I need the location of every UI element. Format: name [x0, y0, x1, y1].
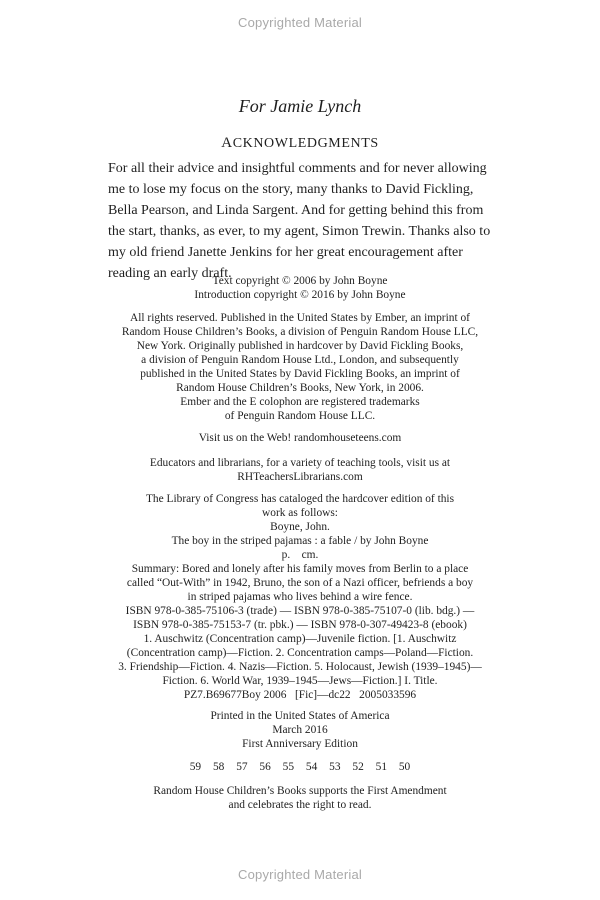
cip-line: 3. Friendship—Fiction. 4. Nazis—Fiction. 5. Holocaust, Jewish (1939–1945)—: [118, 661, 482, 673]
amendment-line: Random House Children’s Books supports the First Amendment: [153, 785, 447, 797]
cip-line: in striped pajamas who lives behind a wire fence.: [187, 591, 413, 603]
dedication: For Jamie Lynch: [238, 96, 362, 116]
copyright-block: [100, 274, 500, 302]
rights-line: Random House Children’s Books, a division of Penguin Random House LLC,: [121, 326, 479, 338]
printed-block: [100, 709, 500, 751]
printing-number-line: [100, 760, 500, 774]
cip-block: [100, 492, 500, 702]
acknowledgments-heading-initial: A: [221, 135, 233, 151]
copyright-line: Introduction copyright © 2016 by John Boyne: [194, 289, 406, 301]
cip-line: Summary: Bored and lonely after his family moves from Berlin to a place: [131, 563, 469, 575]
educators-block: [100, 456, 500, 484]
printed-line: March 2016: [272, 724, 328, 736]
amendment-block: [100, 784, 500, 812]
cip-line: work as follows:: [262, 507, 338, 519]
web-line: [100, 431, 500, 445]
cip-line: ISBN 978-0-385-75153-7 (tr. pbk.) — ISBN 978-0-307-49423-8 (ebook): [133, 619, 467, 631]
printed-line: First Anniversary Edition: [242, 738, 358, 750]
watermark-top: Copyrighted Material: [238, 15, 362, 30]
rights-line: Random House Children’s Books, New York, in 2006.: [176, 382, 424, 394]
watermark-bottom: Copyrighted Material: [238, 867, 362, 882]
rights-line: published in the United States by David Fickling Books, an imprint of: [140, 368, 460, 380]
printing-numbers: 59 58 57 56 55 54 53 52 51 50: [189, 761, 411, 773]
cip-line: The Library of Congress has cataloged the hardcover edition of this: [145, 493, 455, 505]
cip-line: ISBN 978-0-385-75106-3 (trade) — ISBN 978-0-385-75107-0 (lib. bdg.) —: [125, 605, 475, 617]
rights-line: Ember and the E colophon are registered trademarks: [180, 396, 420, 408]
cip-line: PZ7.B69677Boy 2006 [Fic]—dc22 2005033596: [183, 689, 417, 701]
amendment-line: and celebrates the right to read.: [228, 799, 372, 811]
cip-line: p. cm.: [281, 549, 319, 561]
cip-line: Boyne, John.: [270, 521, 330, 533]
rights-line: New York. Originally published in hardcover by David Fickling Books,: [136, 340, 464, 352]
acknowledgments-heading: [0, 135, 600, 152]
cip-line: The boy in the striped pajamas : a fable / by John Boyne: [171, 535, 429, 547]
rights-line: of Penguin Random House LLC.: [224, 410, 376, 422]
website-text: Visit us on the Web! randomhouseteens.com: [198, 432, 402, 444]
acknowledgments-text: For all their advice and insightful comments and for never allowing me to lose my focus on the story, many thanks to David Fickling, Bella Pearson, and Linda Sargent. And for getting behind this from the start, thanks, as ever, to my agent, Simon Trewin. Thanks also to my old friend Janette Jenkins for her great encouragement after reading an early draft.: [108, 161, 491, 281]
rights-block: [100, 311, 500, 423]
printed-line: Printed in the United States of America: [210, 710, 390, 722]
educators-line: Educators and librarians, for a variety of teaching tools, visit us at: [149, 457, 451, 469]
rights-line: All rights reserved. Published in the United States by Ember, an imprint of: [130, 312, 470, 324]
cip-line: called “Out-With” in 1942, Bruno, the son of a Nazi officer, befriends a boy: [126, 577, 474, 589]
copyright-line: Text copyright © 2006 by John Boyne: [212, 275, 388, 287]
cip-line: 1. Auschwitz (Concentration camp)—Juvenile fiction. [1. Auschwitz: [143, 633, 457, 645]
educators-line: RHTeachersLibrarians.com: [237, 471, 363, 483]
cip-line: Fiction. 6. World War, 1939–1945—Jews—Fiction.] I. Title.: [162, 675, 438, 687]
acknowledgments-heading-rest: CKNOWLEDGMENTS: [232, 136, 379, 151]
cip-line: (Concentration camp)—Fiction. 2. Concentration camps—Poland—Fiction.: [126, 647, 474, 659]
rights-line: a division of Penguin Random House Ltd., London, and subsequently: [141, 354, 459, 366]
